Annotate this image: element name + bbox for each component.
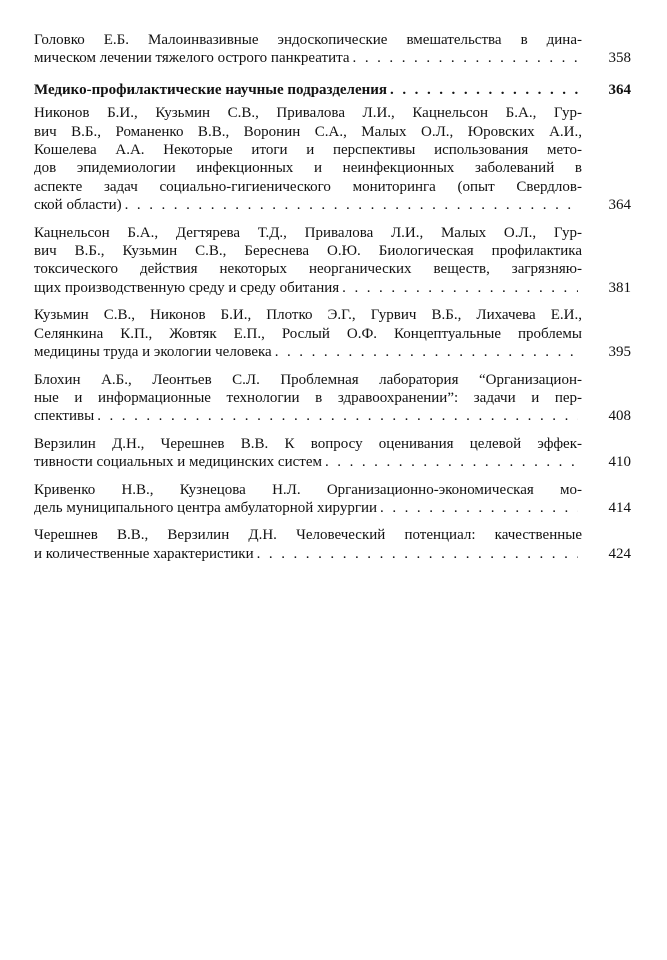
dot-leader	[325, 453, 578, 471]
toc-entry-line: Черешнев В.В., Верзилин Д.Н. Человеческий потенциал: качественные	[34, 527, 582, 544]
toc-entry-line: Верзилин Д.Н., Черешнев В.В. К вопросу оценивания целевой эффек-	[34, 435, 582, 452]
toc-entry-line: тивности социальных и медицинских систем	[34, 454, 322, 471]
toc-entry-line: Кривенко Н.В., Кузнецова Н.Л. Организационно-экономическая мо-	[34, 481, 582, 498]
toc-entry-line: Головко Е.Б. Малоинвазивные эндоскопические вмешательства в дина-	[34, 32, 582, 48]
toc-entry	[34, 481, 631, 518]
toc-entry-line: вич В.Б., Кузьмин С.В., Береснева О.Ю. Биологическая профилактика	[34, 243, 582, 260]
toc-page-number: 408	[608, 408, 631, 425]
dot-leader	[353, 49, 578, 67]
toc-entry-line: щих производственную среду и среду обитания	[34, 279, 340, 296]
toc-entry-line: спективы	[34, 408, 95, 425]
dot-leader	[125, 196, 578, 214]
toc-entry-line: Никонов Б.И., Кузьмин С.В., Привалова Л.И., Кацнельсон Б.А., Гур-	[34, 105, 582, 122]
toc-entry-line: ные и информационные технологии в здравоохранении”: задачи и пер-	[34, 389, 582, 406]
toc-page-number: 364	[608, 81, 631, 98]
toc-entry-line: дель муниципального центра амбулаторной хирургии	[34, 499, 378, 516]
toc-entry	[34, 306, 631, 361]
toc-entry-line: медицины труда и экологии человека	[34, 344, 272, 361]
toc-entry	[34, 435, 631, 472]
toc-entry-line: Селянкина К.П., Жовтяк Е.П., Рослый О.Ф. Концептуальные проблемы	[34, 325, 582, 342]
toc-page-number: 414	[608, 499, 631, 516]
toc-page-number: 381	[608, 279, 631, 296]
toc-entry-line: Кошелева А.А. Некоторые итоги и перспективы использования мето-	[34, 142, 582, 159]
toc-entry	[34, 31, 631, 68]
toc-entry	[34, 526, 631, 563]
toc-entry-line: аспекте задач социально-гигиенического мониторинга (опыт Свердлов-	[34, 178, 582, 195]
toc-entry-line: и количественные характеристики	[34, 545, 254, 562]
toc-entry-line: мическом лечении тяжелого острого панкреатита	[34, 50, 350, 67]
toc-page-number: 358	[608, 50, 631, 67]
dot-leader	[97, 407, 578, 425]
dot-leader	[342, 279, 578, 297]
toc-page-number: 364	[608, 197, 631, 214]
toc-entry-line: вич В.Б., Романенко В.В., Воронин С.А., Малых О.Л., Юровских А.И.,	[34, 123, 582, 140]
toc-page-number: 424	[608, 545, 631, 562]
toc-entry-line: Блохин А.Б., Леонтьев С.Л. Проблемная лаборатория “Организацион-	[34, 371, 582, 388]
section-heading-text: Медико-профилактические научные подразделения	[34, 81, 388, 98]
toc-section-heading	[34, 81, 631, 99]
toc-entry-line: дов эпидемиологии инфекционных и неинфекционных заболеваний в	[34, 160, 582, 177]
dot-leader	[257, 545, 578, 563]
toc-entry	[34, 371, 631, 426]
toc-entry	[34, 104, 631, 214]
toc-page-number: 410	[608, 454, 631, 471]
toc-entry-line: Кацнельсон Б.А., Дегтярева Т.Д., Привалова Л.И., Малых О.Л., Гур-	[34, 224, 582, 241]
toc-entry	[34, 224, 631, 298]
toc-page-number: 395	[608, 344, 631, 361]
toc-entry-line: токсического действия некоторых неорганических веществ, загрязняю-	[34, 261, 582, 278]
toc-entry-line: Кузьмин С.В., Никонов Б.И., Плотко Э.Г., Гурвич В.Б., Лихачева Е.И.,	[34, 307, 582, 324]
toc-entry-line: ской области)	[34, 197, 122, 214]
dot-leader	[380, 499, 578, 517]
dot-leader	[390, 81, 578, 99]
dot-leader	[275, 343, 578, 361]
